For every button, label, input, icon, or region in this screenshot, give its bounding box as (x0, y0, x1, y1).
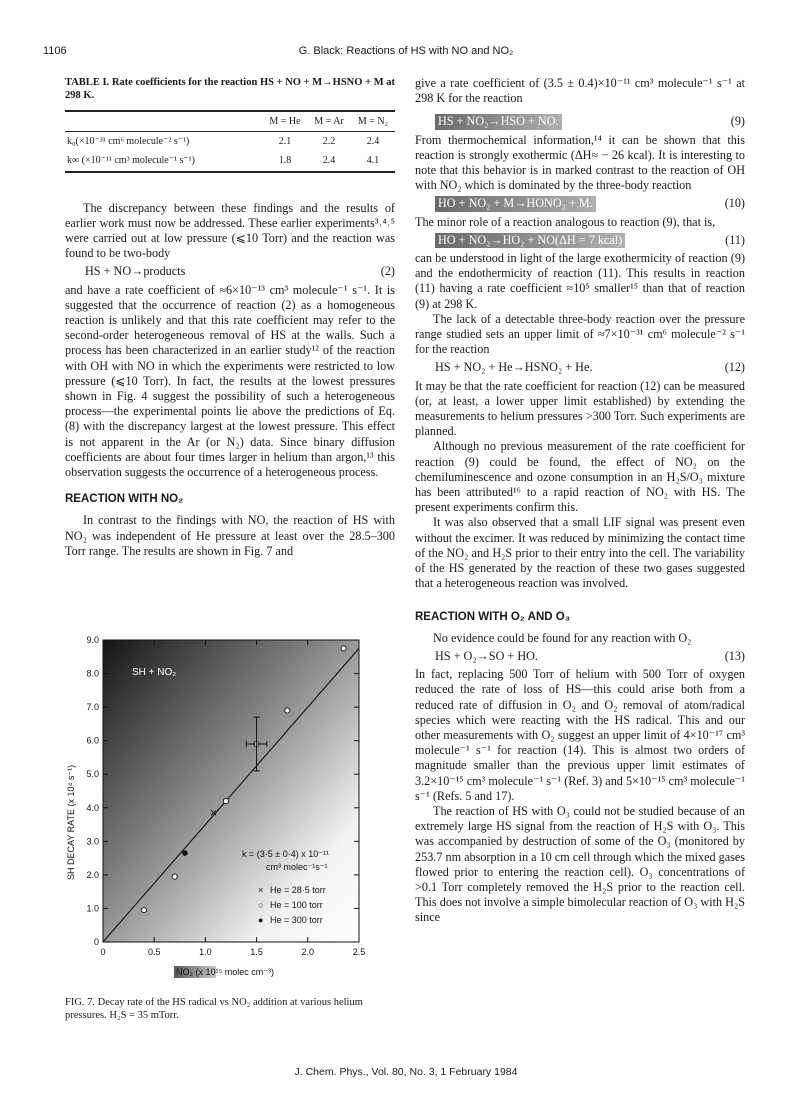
table-row (65, 132, 395, 152)
table-col-header: M = N₂ (357, 116, 389, 127)
table-corner (65, 111, 263, 132)
paragraph: The reaction of HS with O₃ could not be studied because of an extremely large HS signal from the reaction of H₂S with O₃. This was accompanied by destruction of some of the O₃ (monitored by 253.7 nm absorption in a 10 cm cell through which the mixed gases flowed prior to entering the reaction cell). O₃ concentrations of >0.1 Torr completely removed the H₂S prior to the reaction cell. This does not involve a simple bimolecular reaction of O₃ with H₂S since (415, 803, 746, 925)
table-caption: TABLE I. Rate coefficients for the reaction HS + NO + M→HSNO + M at 298 K. (65, 77, 395, 101)
table-cell: 4.1 (366, 155, 380, 167)
equation-number: (2) (380, 264, 395, 279)
rate-annotation-units: cm³ molec⁻¹s⁻¹ (266, 862, 328, 872)
equation-2 (65, 264, 395, 279)
y-tick-label: 6.0 (86, 735, 99, 746)
equation-13 (415, 649, 745, 664)
equation-text: HS + O₂→SO + HO. (435, 648, 538, 663)
table-cell: 1.8 (278, 155, 292, 167)
table-col-header: M = He (269, 116, 301, 127)
legend-marker: ● (258, 915, 264, 925)
equation-text: HS + NO₂ + He→HSNO₂ + He. (435, 360, 593, 375)
figure-caption: FIG. 7. Decay rate of the HS radical vs NO₂ addition at various helium pressures. H₂S = 35 mTorr. (65, 997, 363, 1021)
legend-label: He = 300 torr (270, 915, 323, 925)
equation-number: (10) (724, 196, 745, 211)
legend-label: He = 100 torr (270, 900, 323, 910)
section-heading: REACTION WITH O₂ AND O₃ (415, 610, 571, 623)
y-tick-label: 1.0 (86, 903, 99, 914)
rate-table (65, 110, 395, 173)
y-tick-label: 2.0 (86, 869, 99, 880)
table-cell: 2.2 (322, 136, 336, 148)
region-label: SH + NO₂ (132, 667, 177, 678)
paragraph: The lack of a detectable three-body reaction over the pressure range studied sets an upper limit of ≈7×10⁻³¹ cm⁶ molecule⁻² s⁻¹ for the reaction (415, 311, 745, 357)
paragraph: can be understood in light of the large exothermicity of reaction (9) and the endothermicity of reaction (11). This results in reaction (11) having a rate coefficient ≈10⁵ smaller¹⁵ than that of reaction (9) at 298 K. (415, 251, 745, 311)
y-tick-label: 0 (93, 937, 99, 947)
paragraph: give a rate coefficient of (3.5 ± 0.4)×10⁻¹¹ cm³ molecule⁻¹ s⁻¹ at 298 K for the reaction (415, 76, 745, 106)
equation-10 (415, 196, 745, 211)
table-col-header: M = Ar (314, 116, 344, 127)
x-tick-label: 2.0 (301, 947, 315, 957)
plot-background (103, 640, 359, 942)
left-column (65, 76, 395, 559)
equation-11 (415, 233, 745, 248)
paragraph: Although no previous measurement of the rate coefficient for reaction (9) could be found, the effect of NO₂ on the chemiluminescence and ozone consumption in an H₂S/O₃ mixture has been attributed¹⁶ to a rapid reaction of NO₂ with HS. The present experiments confirm this. (415, 439, 745, 515)
legend-marker: × (258, 885, 264, 895)
data-point-open (172, 874, 177, 879)
section-heading: REACTION WITH NO₂ (65, 493, 184, 506)
paragraph: In fact, replacing 500 Torr of helium with 500 Torr of oxygen reduced the rate of loss of HS—this could arise both from a reduced rate of diffusion in O₂ and O₂ removal of atom/radical species which were reacting with the HS radical. This and our other measurements with O₂ suggest an upper limit of 4×10⁻¹⁷ cm³ molecule⁻¹ s⁻¹ for reaction (14). This is almost two orders of magnitude smaller than the previous upper limit estimates of 3.2×10⁻¹⁵ cm³ molecule⁻¹ s⁻¹ (Ref. 3) and 5×10⁻¹⁵ cm³ molecule⁻¹ s⁻¹ (Refs. 5 and 17). (415, 667, 745, 803)
y-axis-label: SH DECAY RATE (x 10⁴ s⁻¹) (66, 764, 76, 880)
legend-marker: ○ (258, 900, 264, 910)
data-point-filled (182, 850, 188, 856)
equation-number: (13) (724, 648, 745, 663)
x-tick-label: 2.5 (352, 947, 366, 957)
data-point-open (341, 646, 346, 651)
y-tick-label: 4.0 (86, 802, 99, 813)
equation-text: HS + NO→products (85, 264, 186, 279)
equation-text: HO + NO₂ + M→HONO₂ + M. (435, 196, 596, 211)
figure-7-chart (40, 630, 400, 990)
page-number: 1106 (43, 45, 67, 57)
paragraph: The discrepancy between these findings and the results of earlier work must now be addressed. These earlier experiments³˒⁴˒⁵ were carried out at low pressure (⩽10 Torr) and the reaction was found to be two-body (65, 200, 395, 261)
x-tick-label: 1.0 (199, 947, 212, 957)
data-point-open (285, 708, 290, 713)
journal-footer: J. Chem. Phys., Vol. 80, No. 3, 1 February 1984 (294, 1066, 518, 1078)
data-point-open (223, 798, 228, 803)
table-row (65, 151, 395, 171)
equation-number: (12) (724, 360, 745, 375)
y-tick-label: 7.0 (86, 702, 99, 713)
paragraph: From thermochemical information,¹⁴ it can be shown that this reaction is strongly exothermic (ΔH≈ − 26 kcal). It is interesting to note that this behavior is in marked contrast to the reaction of OH with NO₂ which is dominated by the three-body reaction (415, 132, 745, 193)
table-cell: 2.4 (322, 155, 336, 167)
equation-text: HO + NO₂→HO₂ + NO(ΔH = 7 kcal) (435, 233, 625, 248)
table-cell: 2.1 (278, 136, 292, 148)
x-tick-label: 0.5 (147, 947, 161, 957)
equation-12 (415, 360, 745, 375)
data-point-open (141, 908, 146, 913)
right-column (415, 76, 745, 926)
y-tick-label: 3.0 (86, 836, 99, 847)
legend-label: He = 28·5 torr (270, 885, 326, 895)
x-tick-label: 0 (100, 947, 106, 957)
rate-annotation: k = (3·5 ± 0·4) x 10⁻¹¹ (242, 849, 329, 859)
paragraph: The minor role of a reaction analogous to reaction (9), that is, (415, 214, 716, 229)
paragraph: In contrast to the findings with NO, the reaction of HS with NO₂ was independent of He pressure at least over the 28.5–300 Torr range. The results are shown in Fig. 7 and (65, 513, 395, 558)
paragraph: It was also observed that a small LIF signal was present even without the excimer. It was reduced by minimizing the contact time of the NO₂ and H₂S prior to their entry into the cell. The variability of the HS generated by the reaction of these two gases suggested that a heterogeneous reaction was involved. (415, 515, 745, 591)
table-cell: 2.4 (366, 136, 380, 148)
y-tick-label: 9.0 (86, 635, 99, 645)
paragraph: It may be that the rate coefficient for reaction (12) can be measured (or, at least, a lower upper limit established) by extending the measurements to helium pressures >300 Torr. Such experiments are planned. (415, 378, 745, 439)
table-row-label: k∞ (×10⁻¹¹ cm³ molecule⁻¹ s⁻¹) (67, 155, 196, 167)
equation-text: HS + NO₂→HSO + NO. (435, 114, 562, 129)
equation-number: (11) (725, 232, 745, 247)
paragraph: and have a rate coefficient of ≈6×10⁻¹³ cm³ molecule⁻¹ s⁻¹. It is suggested that the occurrence of reaction (2) as a homogeneous reaction is unlikely and that this rate coefficient may refer to the second-order heterogeneous removal of HS at the walls. Such a process has been characterized in an earlier study¹² of the reaction with OH with NO in which the experiments were restricted to low pressure (⩽10 Torr). In fact, the results at the lowest pressures shown in Fig. 4 suggest the possibility of such a heterogeneous process—the experimental points lie above the predictions of Eq. (8) with the discrepancy largest at the lowest pressure. This effect is not apparent in the Ar (or N₂) data. Since binary diffusion coefficients are about four times larger in helium than argon,¹³ this observation suggests the occurrence of a heterogeneous process. (65, 282, 395, 480)
table-row-label: k₀(×10⁻³¹ cm⁶ molecule⁻² s⁻¹) (67, 136, 190, 148)
equation-number: (9) (730, 114, 745, 129)
paragraph: No evidence could be found for any reaction with O₂ (433, 630, 692, 645)
x-axis-label: NO₂ (x 10¹⁵ molec cm⁻³) (176, 967, 274, 977)
running-title: G. Black: Reactions of HS with NO and NO₂ (298, 45, 514, 57)
equation-9 (415, 114, 745, 129)
y-tick-label: 5.0 (86, 769, 99, 780)
y-tick-label: 8.0 (86, 668, 99, 679)
x-tick-label: 1.5 (250, 947, 263, 957)
